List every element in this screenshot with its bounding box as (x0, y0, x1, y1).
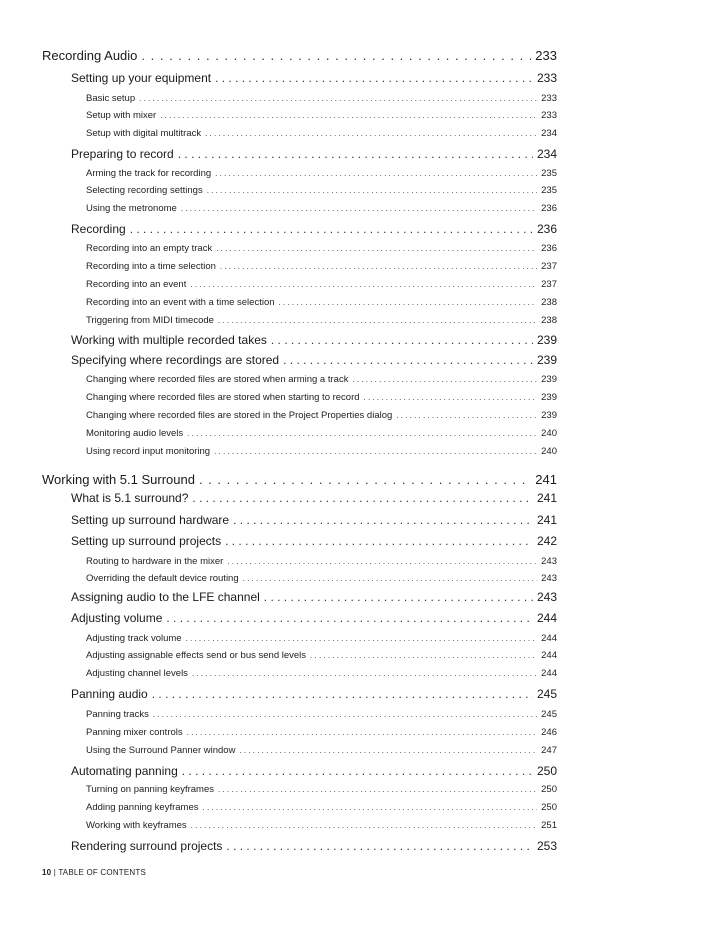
toc-dot-leader (310, 651, 537, 660)
toc-entry-level-3 (86, 668, 557, 679)
footer-page-number: 10 (42, 868, 52, 877)
toc-entry-page: 233 (541, 110, 557, 121)
toc-entry-title: Recording into an event with a time selection (86, 297, 275, 308)
toc-entry-page: 239 (536, 333, 557, 347)
toc-entry-level-3 (86, 128, 557, 139)
toc-entry-page: 235 (541, 185, 557, 196)
toc-entry-level-3 (86, 279, 557, 290)
toc-entry-level-2 (71, 687, 557, 701)
toc-entry-level-3 (86, 185, 557, 196)
toc-dot-leader (215, 169, 537, 178)
toc-entry-level-3 (86, 745, 557, 756)
toc-entry-level-2 (71, 764, 557, 778)
toc-entry-title: Assigning audio to the LFE channel (71, 590, 260, 604)
footer-label: TABLE OF CONTENTS (58, 868, 147, 877)
toc-entry-title: Changing where recorded files are stored when arming a track (86, 374, 349, 385)
toc-dot-leader (160, 111, 537, 120)
toc-entry-page: 242 (536, 534, 557, 548)
toc-entry-level-2 (71, 333, 557, 347)
toc-dot-leader (192, 669, 537, 678)
toc-entry-level-3 (86, 315, 557, 326)
toc-entry-level-2 (71, 222, 557, 236)
toc-entry-level-3 (86, 261, 557, 272)
toc-dot-leader (130, 222, 533, 236)
toc-dot-leader (182, 764, 533, 778)
toc-entry-title: Recording (71, 222, 126, 236)
toc-entry-title: What is 5.1 surround? (71, 491, 189, 505)
toc-entry-page: 245 (536, 687, 557, 701)
toc-dot-leader (153, 710, 537, 719)
toc-entry-level-1 (42, 48, 557, 63)
toc-dot-leader (186, 634, 538, 643)
toc-entry-page: 244 (541, 668, 557, 679)
toc-entry-title: Working with keyframes (86, 820, 187, 831)
toc-entry-level-2 (71, 590, 557, 604)
toc-dot-leader (218, 785, 537, 794)
toc-entry-title: Panning tracks (86, 709, 149, 720)
toc-entry-level-3 (86, 820, 557, 831)
toc-entry-page: 236 (536, 222, 557, 236)
toc-entry-page: 236 (541, 243, 557, 254)
toc-dot-leader (226, 839, 533, 853)
toc-entry-title: Changing where recorded files are stored when starting to record (86, 392, 360, 403)
toc-entry-title: Using record input monitoring (86, 446, 211, 457)
toc-entry-page: 245 (541, 709, 557, 720)
toc-entry-title: Using the Surround Panner window (86, 745, 236, 756)
toc-entry-page: 239 (541, 392, 557, 403)
toc-entry-page: 239 (536, 353, 557, 367)
toc-entry-title: Monitoring audio levels (86, 428, 184, 439)
toc-entry-level-3 (86, 650, 557, 661)
toc-entry-title: Using the metronome (86, 203, 177, 214)
toc-entry-level-3 (86, 573, 557, 584)
toc-dot-leader (227, 557, 537, 566)
toc-entry-level-2 (71, 839, 557, 853)
toc-dot-leader (225, 534, 533, 548)
toc-entry-level-3 (86, 410, 557, 421)
toc-dot-leader (279, 298, 538, 307)
toc-entry-level-3 (86, 392, 557, 403)
toc-entry-title: Working with multiple recorded takes (71, 333, 267, 347)
toc-entry-level-3 (86, 297, 557, 308)
toc-entry-title: Adjusting volume (71, 611, 163, 625)
toc-dot-leader (216, 244, 537, 253)
toc-dot-leader (203, 803, 538, 812)
toc-entry-page: 237 (541, 279, 557, 290)
toc-dot-leader (239, 746, 537, 755)
toc-dot-leader (207, 186, 537, 195)
toc-entry-page: 234 (536, 147, 557, 161)
toc-entry-page: 251 (541, 820, 557, 831)
toc-entry-page: 250 (541, 802, 557, 813)
toc-entry-page: 237 (541, 261, 557, 272)
toc-entry-title: Recording into an empty track (86, 243, 213, 254)
toc-entry-page: 239 (541, 374, 557, 385)
toc-dot-leader (187, 728, 538, 737)
toc-entry-title: Setting up your equipment (71, 71, 212, 85)
toc-entry-level-2 (71, 534, 557, 548)
toc-entry-title: Adjusting channel levels (86, 668, 188, 679)
toc-entry-title: Specifying where recordings are stored (71, 353, 280, 367)
toc-entry-level-3 (86, 633, 557, 644)
toc-entry-level-3 (86, 727, 557, 738)
toc-entry-title: Adjusting track volume (86, 633, 182, 644)
toc-entry-page: 239 (541, 410, 557, 421)
toc-entry-page: 244 (541, 633, 557, 644)
toc-entry-page: 243 (541, 573, 557, 584)
toc-entry-level-2 (71, 71, 557, 85)
toc-entry-page: 244 (536, 611, 557, 625)
toc-entry-level-1 (42, 472, 557, 487)
toc-entry-title: Preparing to record (71, 147, 174, 161)
toc-entry-title: Overriding the default device routing (86, 573, 239, 584)
toc-entry-title: Setup with mixer (86, 110, 157, 121)
toc-dot-leader (178, 147, 533, 161)
toc-dot-leader (352, 375, 537, 384)
toc-entry-level-2 (71, 513, 557, 527)
toc-entry-title: Adding panning keyframes (86, 802, 199, 813)
toc-entry-level-3 (86, 802, 557, 813)
toc-entry-page: 233 (535, 48, 557, 63)
toc-dot-leader (218, 316, 537, 325)
toc-entry-page: 241 (536, 491, 557, 505)
toc-dot-leader (214, 447, 537, 456)
toc-dot-leader (190, 280, 537, 289)
toc-entry-title: Panning audio (71, 687, 148, 701)
toc-entry-page: 235 (541, 168, 557, 179)
toc-dot-leader (166, 611, 533, 625)
toc-entry-level-3 (86, 446, 557, 457)
toc-entry-level-3 (86, 93, 557, 104)
toc-dot-leader (192, 491, 533, 505)
toc-entry-level-3 (86, 243, 557, 254)
toc-entry-title: Routing to hardware in the mixer (86, 556, 224, 567)
toc-dot-leader (191, 821, 537, 830)
toc-dot-leader (215, 71, 533, 85)
toc-dot-leader (181, 204, 537, 213)
toc-entry-title: Working with 5.1 Surround (42, 472, 195, 487)
toc-entry-page: 243 (541, 556, 557, 567)
toc-entry-level-3 (86, 168, 557, 179)
toc-entry-title: Recording into a time selection (86, 261, 216, 272)
toc-dot-leader (139, 94, 537, 103)
toc-entry-page: 244 (541, 650, 557, 661)
toc-entry-page: 238 (541, 297, 557, 308)
toc-dot-leader (205, 129, 537, 138)
toc-entry-title: Turning on panning keyframes (86, 784, 214, 795)
toc-entry-page: 236 (541, 203, 557, 214)
toc-entry-title: Triggering from MIDI timecode (86, 315, 214, 326)
toc-entry-title: Arming the track for recording (86, 168, 212, 179)
toc-dot-leader (364, 393, 538, 402)
toc-entry-page: 238 (541, 315, 557, 326)
toc-entry-page: 250 (536, 764, 557, 778)
toc-entry-page: 234 (541, 128, 557, 139)
toc-dot-leader (152, 687, 533, 701)
toc-entry-level-3 (86, 374, 557, 385)
toc-entry-title: Setting up surround projects (71, 534, 222, 548)
page-footer (42, 868, 146, 877)
toc-entry-level-3 (86, 203, 557, 214)
toc-entry-title: Changing where recorded files are stored in the Project Properties dialog (86, 410, 393, 421)
toc-entry-level-3 (86, 784, 557, 795)
toc-dot-leader (271, 333, 533, 347)
toc-entry-page: 233 (541, 93, 557, 104)
toc-entry-title: Panning mixer controls (86, 727, 183, 738)
toc-entry-title: Recording into an event (86, 279, 187, 290)
toc-entry-title: Basic setup (86, 93, 136, 104)
toc-entry-title: Automating panning (71, 764, 178, 778)
toc-dot-leader (199, 472, 531, 487)
footer-separator: | (53, 868, 57, 877)
toc-dot-leader (264, 590, 533, 604)
toc-dot-leader (187, 429, 537, 438)
toc-entry-level-3 (86, 709, 557, 720)
toc-entry-title: Rendering surround projects (71, 839, 223, 853)
toc-entry-level-3 (86, 556, 557, 567)
toc-entry-level-2 (71, 491, 557, 505)
toc-entry-title: Selecting recording settings (86, 185, 203, 196)
toc-entry-title: Setup with digital multitrack (86, 128, 202, 139)
toc-entry-page: 243 (536, 590, 557, 604)
toc-entry-page: 241 (535, 472, 557, 487)
toc-dot-leader (396, 411, 537, 420)
toc-entry-level-2 (71, 353, 557, 367)
toc-dot-leader (141, 48, 531, 63)
toc-dot-leader (243, 574, 538, 583)
toc-entry-title: Setting up surround hardware (71, 513, 230, 527)
toc-entry-page: 250 (541, 784, 557, 795)
toc-entry-title: Recording Audio (42, 48, 138, 63)
toc-entry-page: 240 (541, 446, 557, 457)
toc-entry-level-2 (71, 611, 557, 625)
toc-entry-level-3 (86, 110, 557, 121)
toc-entry-level-3 (86, 428, 557, 439)
toc-dot-leader (220, 262, 537, 271)
toc-entry-page: 247 (541, 745, 557, 756)
toc-entry-page: 253 (536, 839, 557, 853)
toc-entry-page: 246 (541, 727, 557, 738)
toc-entry-page: 233 (536, 71, 557, 85)
toc-entry-title: Adjusting assignable effects send or bus send levels (86, 650, 307, 661)
toc-entry-level-2 (71, 147, 557, 161)
toc-entry-page: 241 (536, 513, 557, 527)
toc-dot-leader (283, 353, 533, 367)
toc-entry-page: 240 (541, 428, 557, 439)
toc-dot-leader (233, 513, 533, 527)
